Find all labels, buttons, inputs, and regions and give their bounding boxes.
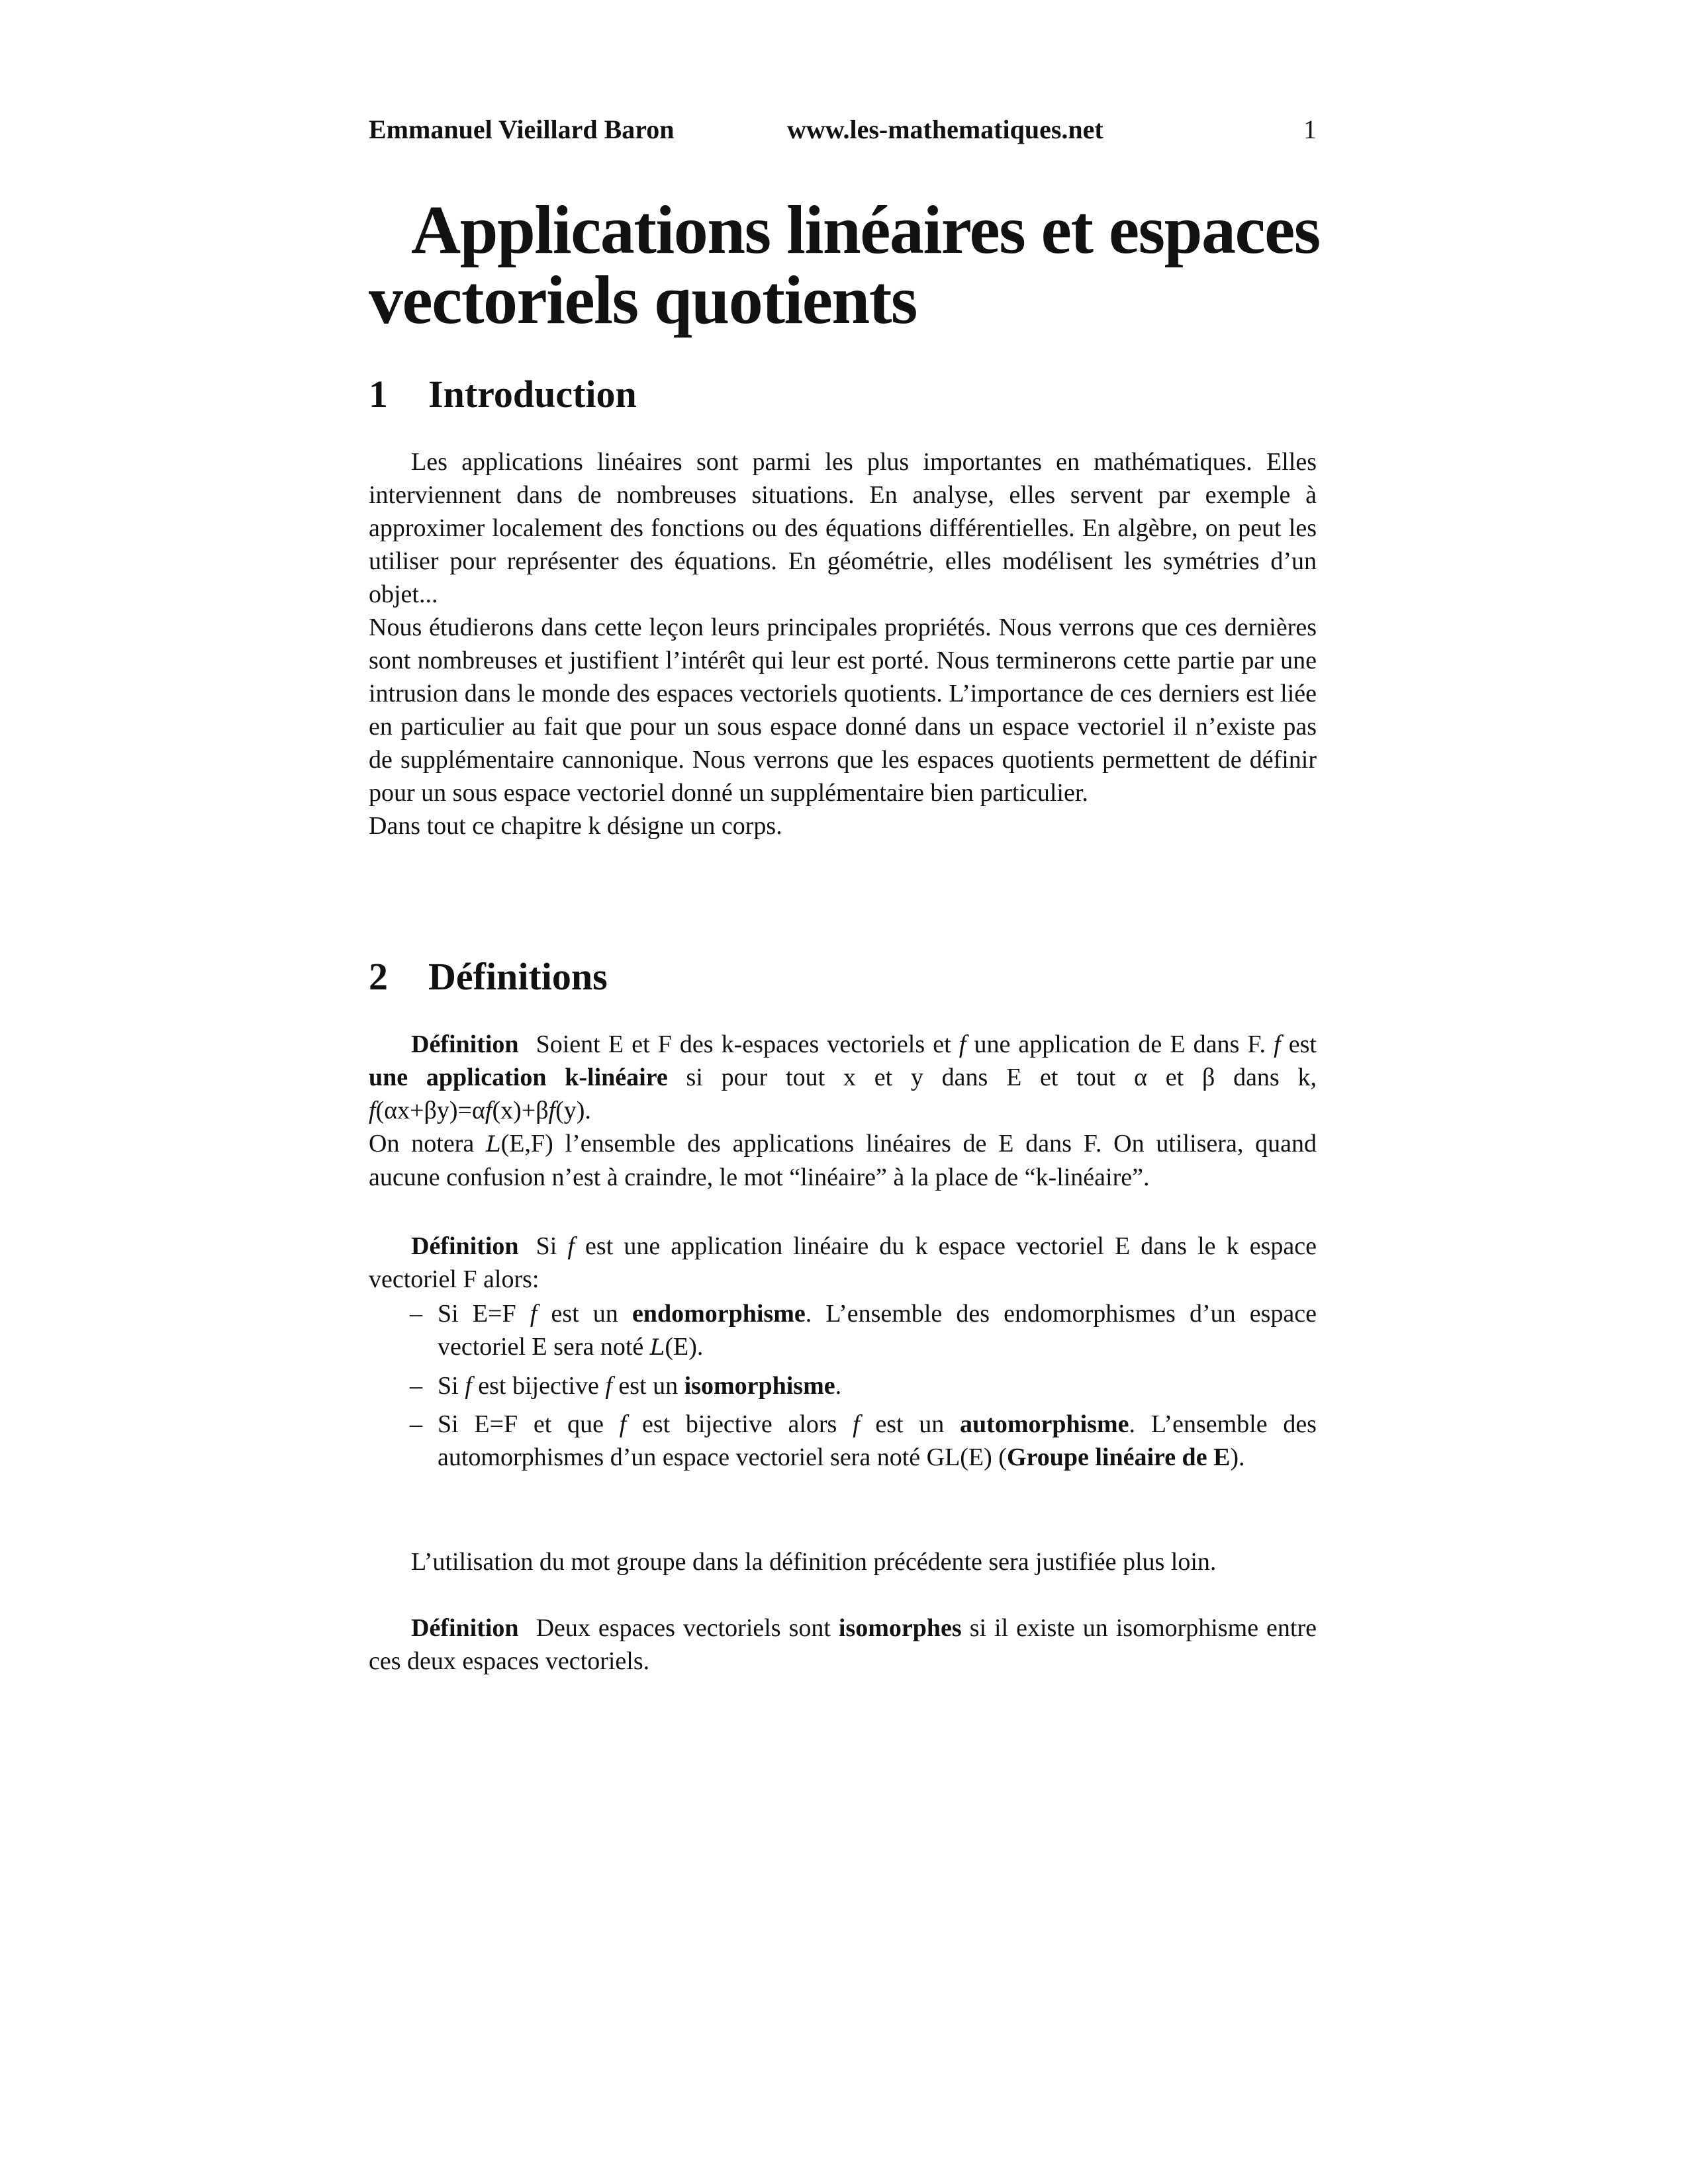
formula: (αx+βy)=α xyxy=(375,1097,485,1124)
term-bold: isomorphisme xyxy=(684,1372,835,1400)
text: est un xyxy=(859,1410,961,1438)
section-title: Définitions xyxy=(428,955,608,998)
intro-paragraph-1: Les applications linéaires sont parmi les plus importantes en mathématiques. Elles interviennent dans de nombreuses situations. En analyse, elles servent par exemple à approximer localement des fonctions ou des équations différentielles. En algèbre, on peut les utiliser pour représenter des équations. En géométrie, elles modélisent les symétries d’un objet... xyxy=(369,448,1317,608)
text: est xyxy=(1280,1030,1317,1058)
text: Si E=F et que xyxy=(438,1410,620,1438)
text: (E,F) l’ensemble des applications linéaires de E dans F. On utilisera, quand aucune confusion n’est à craindre, le mot “linéaire” à la place de “k-linéaire”. xyxy=(369,1130,1317,1191)
list-dash: – xyxy=(410,1410,422,1438)
text: est une application linéaire du k espace vectoriel E dans le k espace vectoriel F alors: xyxy=(369,1232,1317,1293)
text: (E). xyxy=(665,1333,704,1361)
list-item-isomorphisme xyxy=(369,1369,1317,1402)
remark-paragraph xyxy=(369,1545,1317,1578)
term-bold: Groupe linéaire de E xyxy=(1006,1443,1231,1471)
text: Soient E et F des k-espaces vectoriels et xyxy=(536,1030,959,1058)
text: Si xyxy=(438,1372,465,1400)
section-heading-definitions xyxy=(369,954,608,999)
text: est bijective alors xyxy=(626,1410,853,1438)
text: On notera xyxy=(369,1130,487,1158)
definition-1-statement xyxy=(369,1028,1317,1127)
document-title xyxy=(369,192,1335,338)
running-header xyxy=(369,114,1317,147)
function-symbol: f xyxy=(1274,1030,1281,1058)
function-symbol: f xyxy=(567,1232,575,1260)
list-item-endomorphisme xyxy=(369,1297,1317,1364)
formula: (x)+β xyxy=(492,1097,549,1124)
intro-paragraph-3: Dans tout ce chapitre k désigne un corps. xyxy=(369,812,782,840)
function-symbol: f xyxy=(530,1300,538,1328)
definition-label: Définition xyxy=(411,1232,519,1260)
definition-label: Définition xyxy=(411,1030,519,1058)
text: . L’ensemble des automorphismes d’un espace vectoriel sera noté GL(E) ( xyxy=(438,1410,1317,1471)
morphism-list xyxy=(369,1297,1317,1479)
text: une application de E dans F. xyxy=(966,1030,1274,1058)
term-bold: isomorphes xyxy=(838,1614,962,1642)
script-L-symbol: L xyxy=(486,1131,501,1158)
text: est un xyxy=(612,1372,684,1400)
title-line-2: vectoriels quotients xyxy=(369,262,917,338)
text: . L’ensemble des endomorphismes d’un espace vectoriel E sera noté xyxy=(438,1300,1317,1361)
function-symbol: f xyxy=(485,1097,492,1124)
function-symbol: f xyxy=(959,1030,966,1058)
header-website: www.les-mathematiques.net xyxy=(787,114,1103,144)
function-symbol: f xyxy=(465,1372,472,1400)
remark-text: L’utilisation du mot groupe dans la définition précédente sera justifiée plus loin. xyxy=(411,1548,1217,1576)
function-symbol: f xyxy=(853,1410,860,1438)
title-line-1: Applications linéaires et espaces xyxy=(411,192,1320,268)
definition-1-note xyxy=(369,1127,1317,1194)
function-symbol: f xyxy=(548,1097,556,1124)
section-number: 1 xyxy=(369,373,388,416)
text: si il existe un isomorphisme entre ces deux espaces vectoriels. xyxy=(369,1614,1317,1675)
text: est un xyxy=(537,1300,632,1328)
list-dash: – xyxy=(410,1372,422,1400)
section-title: Introduction xyxy=(428,373,637,416)
function-symbol: f xyxy=(605,1372,612,1400)
definition-3-statement xyxy=(369,1612,1317,1678)
intro-paragraph-2: Nous étudierons dans cette leçon leurs principales propriétés. Nous verrons que ces dernières sont nombreuses et justifient l’intérêt qui leur est porté. Nous terminerons cette partie par une intrusion dans le monde des espaces vectoriels quotients. L’importance de ces derniers est liée en particulier au fait que pour un sous espace donné dans un espace vectoriel il n’existe pas de supplémentaire cannonique. Nous verrons que les espaces quotients permettent de définir pour un sous espace vectoriel donné un supplémentaire bien particulier. xyxy=(369,614,1317,807)
formula: (y). xyxy=(555,1097,591,1124)
text: Deux espaces vectoriels sont xyxy=(536,1614,839,1642)
term-bold: une application k-linéaire xyxy=(369,1064,668,1091)
function-symbol: f xyxy=(619,1410,627,1438)
term-bold: automorphisme xyxy=(960,1410,1129,1438)
script-L-symbol: L xyxy=(649,1334,665,1361)
definition-isomorphic-spaces xyxy=(369,1612,1317,1678)
text: Si xyxy=(536,1232,568,1260)
section-heading-introduction xyxy=(369,372,637,416)
text: Si E=F xyxy=(438,1300,530,1328)
header-author: Emmanuel Vieillard Baron xyxy=(369,114,675,144)
term-bold: endomorphisme xyxy=(632,1300,806,1328)
definition-linear-map xyxy=(369,1028,1317,1194)
definition-label: Définition xyxy=(411,1614,519,1642)
text: ). xyxy=(1230,1443,1245,1471)
list-item-automorphisme xyxy=(369,1408,1317,1474)
text: est bijective xyxy=(471,1372,606,1400)
definition-2-statement xyxy=(369,1230,1317,1296)
text: . xyxy=(835,1372,842,1400)
section-number: 2 xyxy=(369,955,388,998)
page-number: 1 xyxy=(1303,114,1317,144)
text: si pour tout x et y dans E et tout α et β dans k, xyxy=(667,1064,1317,1091)
definition-morphism-types xyxy=(369,1230,1317,1296)
function-symbol: f xyxy=(369,1097,376,1124)
introduction-body xyxy=(369,445,1317,842)
list-dash: – xyxy=(410,1300,422,1328)
